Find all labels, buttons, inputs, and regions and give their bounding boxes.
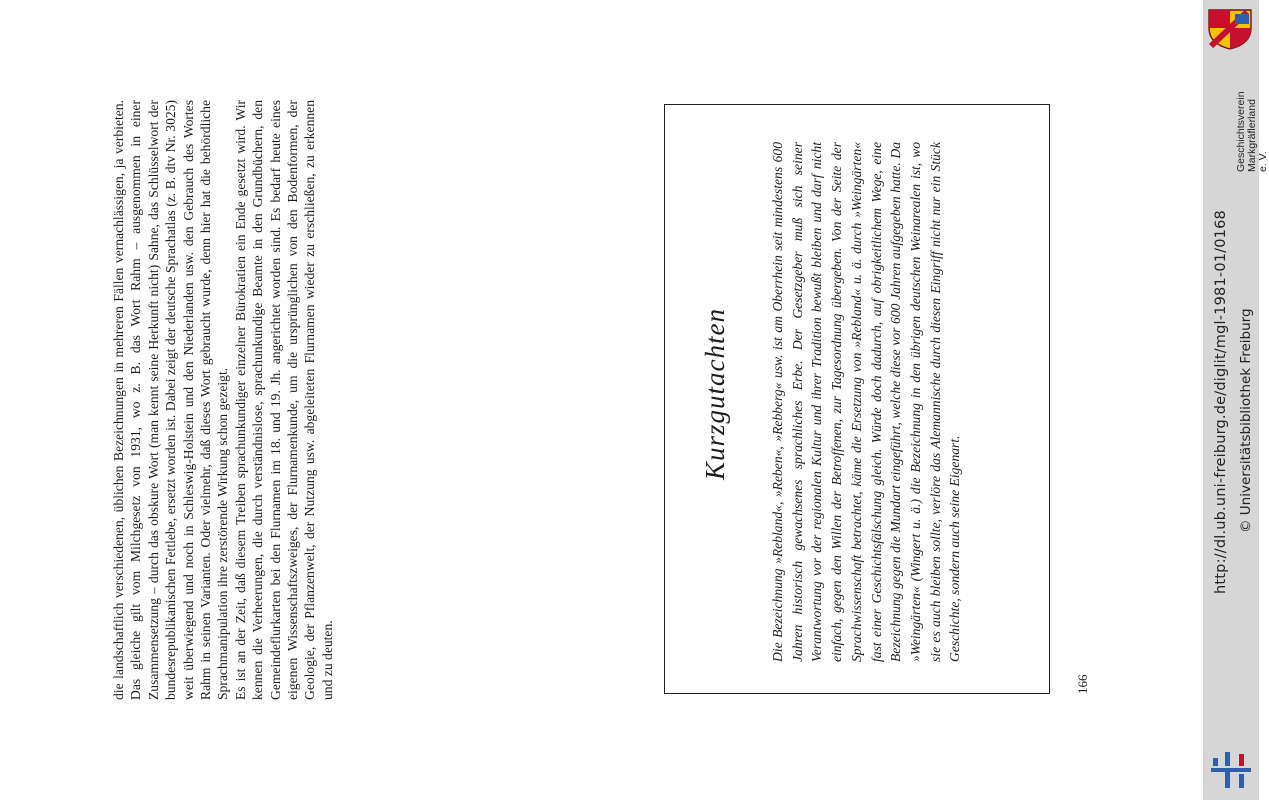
library-logo-icon [1209,748,1253,792]
source-url-link[interactable]: http://dl.ub.uni-freiburg.de/diglit/mgl-1981-01/0168 [1213,210,1229,594]
left-text-column [110,100,336,700]
box-title: Kurzgutachten [700,308,730,480]
left-paragraph-1: die landschaftlich verschiedenen, üblichen Bezeichnungen in mehreren Fällen vernachlässigen, ja verbieten. Das gleiche gilt vom Milchgesetz von 1931, wo z. B. das Wort Rahm – ausgenommen in einer Zusammensetzung – durch das obskure Wort (man kennt seine Herkunft nicht) Sahne, das Schlüsselwort der bundesrepublikanischen Fettlebe, ersetzt worden ist. Dabei zeigt der deutsche Sprachatlas (z. B. dtv Nr. 3025) weit überwiegend und noch in Schleswig-Holstein und den Niederlanden usw. den Gebrauch des Wortes Rahm in seinen Varianten. Oder vielmehr, daß dieses Wort gebraucht wurde, denn hier hat die behördliche Sprachmanipulation ihre zerstörende Wirkung schon gezeigt. [111,100,231,700]
society-line-2: Markgräflerland e. V. [1246,99,1269,172]
copyright-text: © Universitätsbibliothek Freiburg [1238,308,1254,533]
page-number: 166 [1075,674,1090,694]
box-body-text: Die Bezeichnung »Rebland«, »Reben«, »Rebberg« usw. ist am Oberrhein seit mindestens 600 Jahren historisch gewachsenes sprachliches Erbe. Der Gesetzgeber muß sich seiner Verantwortung vor der regionalen Kultur und ihrer Tradition bewußt bleiben und darf nicht einfach, gegen den Willen der Betroffenen, zur Tagesordnung übergeben. Von der Seite der Sprachwissenschaft betrachtet, käme die Ersetzung von »Rebland« u. ä. durch »Weingärten« fast einer Geschichtsfälschung gleich. Würde doch dadurch, auf obrigkeitlichem Wege, eine Bezeichnung gegen die Mundart eingeführt, welche diese vor 600 Jahren aufgegeben hatte. Da »Weingärten« (Wingert u. ä.) die Bezeichnung in den übrigen deutschen Weinarealen ist, wo sie es auch bleiben sollte, verlöre das Alemannische durch diesen Eingriff nicht nur ein Stück Geschichte, sondern auch seine Eigenart. [770,142,963,662]
left-paragraph-2: Es ist an der Zeit, daß diesem Treiben sprachunkundiger einzelner Bürokratien ein Ende gesetzt wird. Wir kennen die Verheerungen, die durch verständnislose, sprachunkundige Beamte in den Grundbüchern, den Gemeindeflurkarten bei den Flurnamen im 18. und 19. Jh. angerichtet worden sind. Es bedarf heute eines eigenen Wissenschaftszweiges, der Flurnamenkunde, um die ursprünglichen von den Bodenformen, der Geologie, der Pflanzenwelt, der Nutzung usw. abgeleiteten Flurnamen wieder zu erschließen, zu erkennen und zu deuten. [232,100,335,700]
society-line-1: Geschichtsverein [1235,91,1247,172]
